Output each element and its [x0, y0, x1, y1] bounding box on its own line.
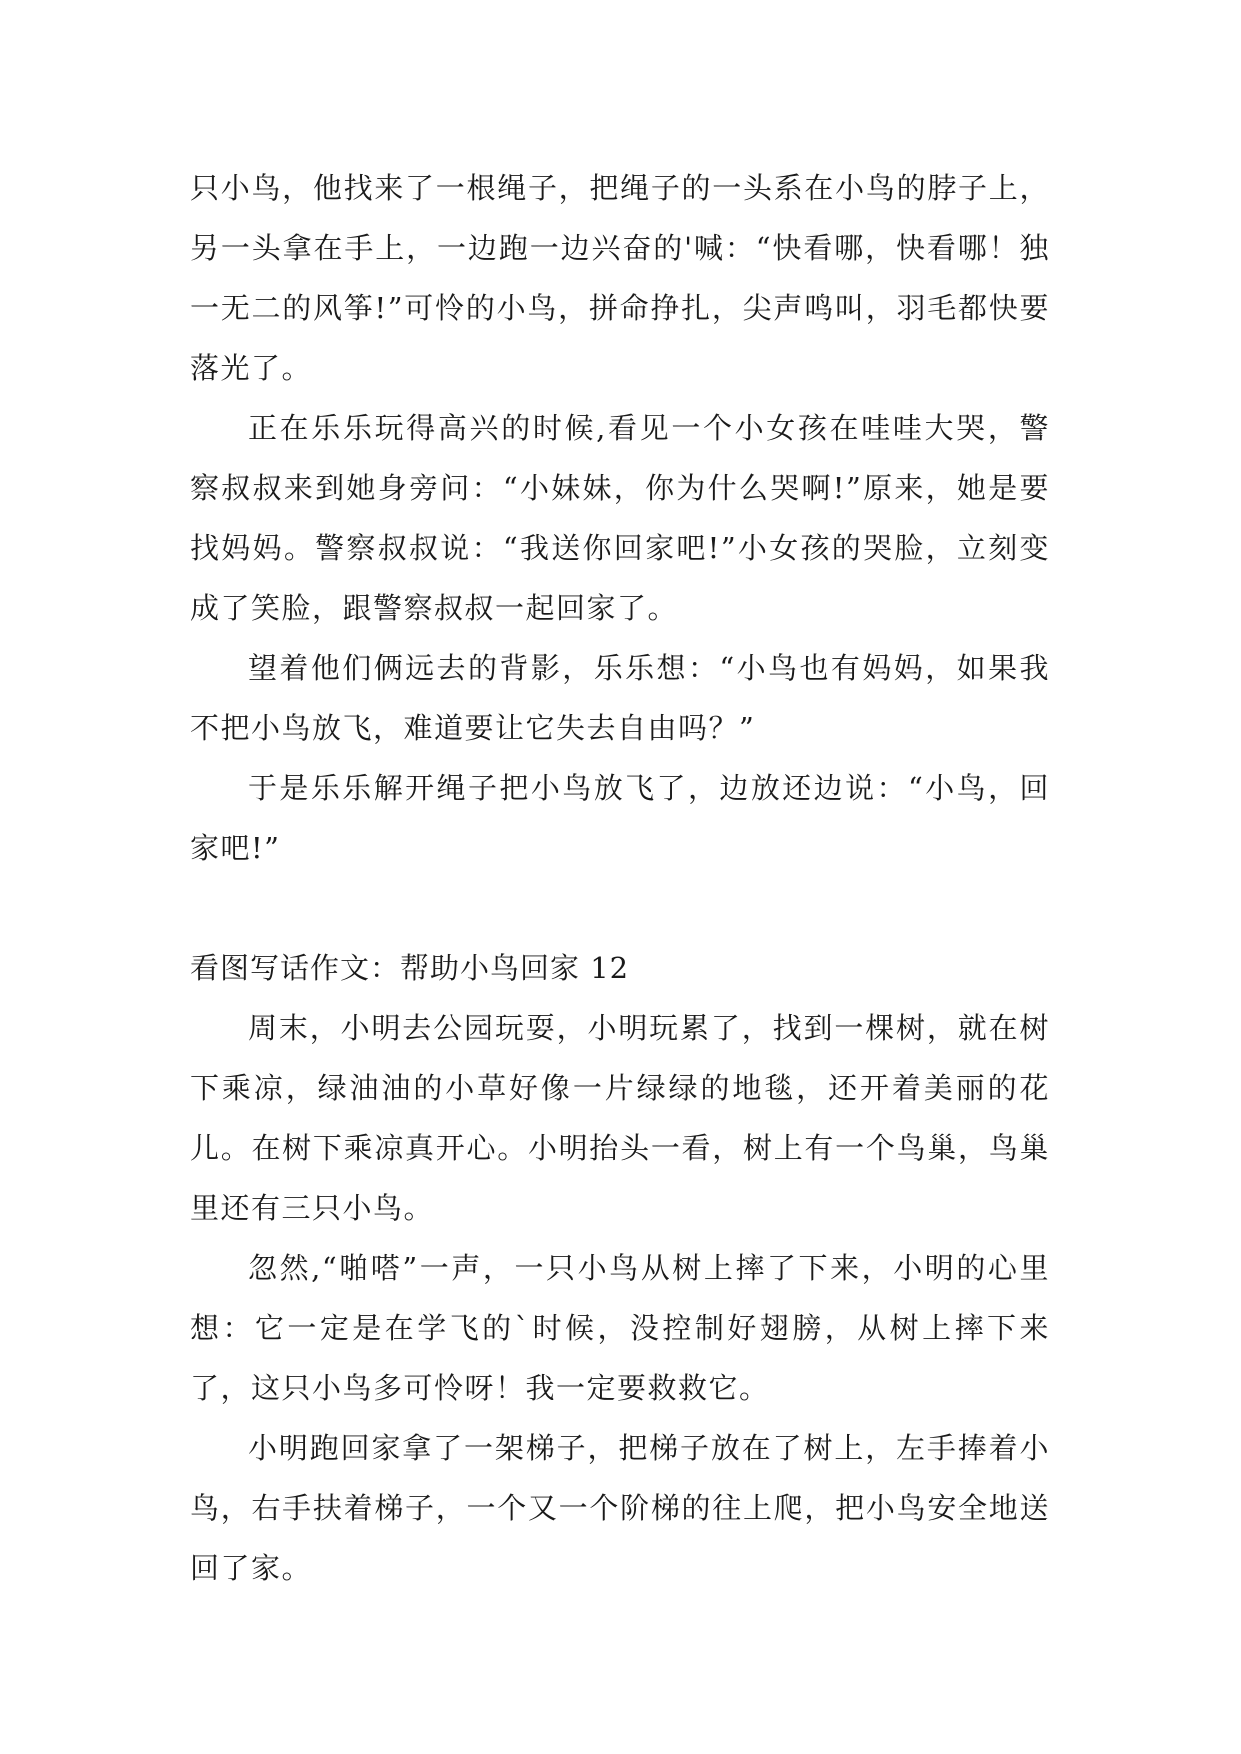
paragraph-ladder-rescue: 小明跑回家拿了一架梯子，把梯子放在了树上，左手捧着小鸟，右手扶着梯子，一个又一个阶梯的往上爬，把小鸟安全地送回了家。 [190, 1431, 1050, 1585]
paragraph-continuation: 只小鸟，他找来了一根绳子，把绳子的一头系在小鸟的脖子上，另一头拿在手上，一边跑一边兴奋的'喊：“快看哪，快看哪！独一无二的风筝!”可怜的小鸟，拼命挣扎，尖声鸣叫，羽毛都快要落光了。 [190, 171, 1050, 385]
document-body [190, 158, 1050, 1598]
paragraph-lele-thinks: 望着他们俩远去的背影，乐乐想：“小鸟也有妈妈，如果我不把小鸟放飞，难道要让它失去自由吗？” [190, 651, 1050, 745]
paragraph-bird-falls: 忽然,“啪嗒”一声，一只小鸟从树上摔了下来，小明的心里想：它一定是在学飞的`时候，没控制好翅膀，从树上摔下来了，这只小鸟多可怜呀！我一定要救救它。 [190, 1251, 1050, 1405]
paragraph-release-bird: 于是乐乐解开绳子把小鸟放飞了，边放还边说：“小鸟，回家吧!” [190, 771, 1050, 865]
paragraph-crying-girl: 正在乐乐玩得高兴的时候,看见一个小女孩在哇哇大哭，警察叔叔来到她身旁问：“小妹妹，你为什么哭啊!”原来，她是要找妈妈。警察叔叔说：“我送你回家吧!”小女孩的哭脸，立刻变成了笑脸，跟警察叔叔一起回家了。 [190, 411, 1050, 625]
essay-title: 看图写话作文：帮助小鸟回家 12 [190, 951, 630, 985]
paragraph-weekend-park: 周末，小明去公园玩耍，小明玩累了，找到一棵树，就在树下乘凉，绿油油的小草好像一片绿绿的地毯，还开着美丽的花儿。在树下乘凉真开心。小明抬头一看，树上有一个鸟巢，鸟巢里还有三只小鸟。 [190, 1011, 1050, 1225]
